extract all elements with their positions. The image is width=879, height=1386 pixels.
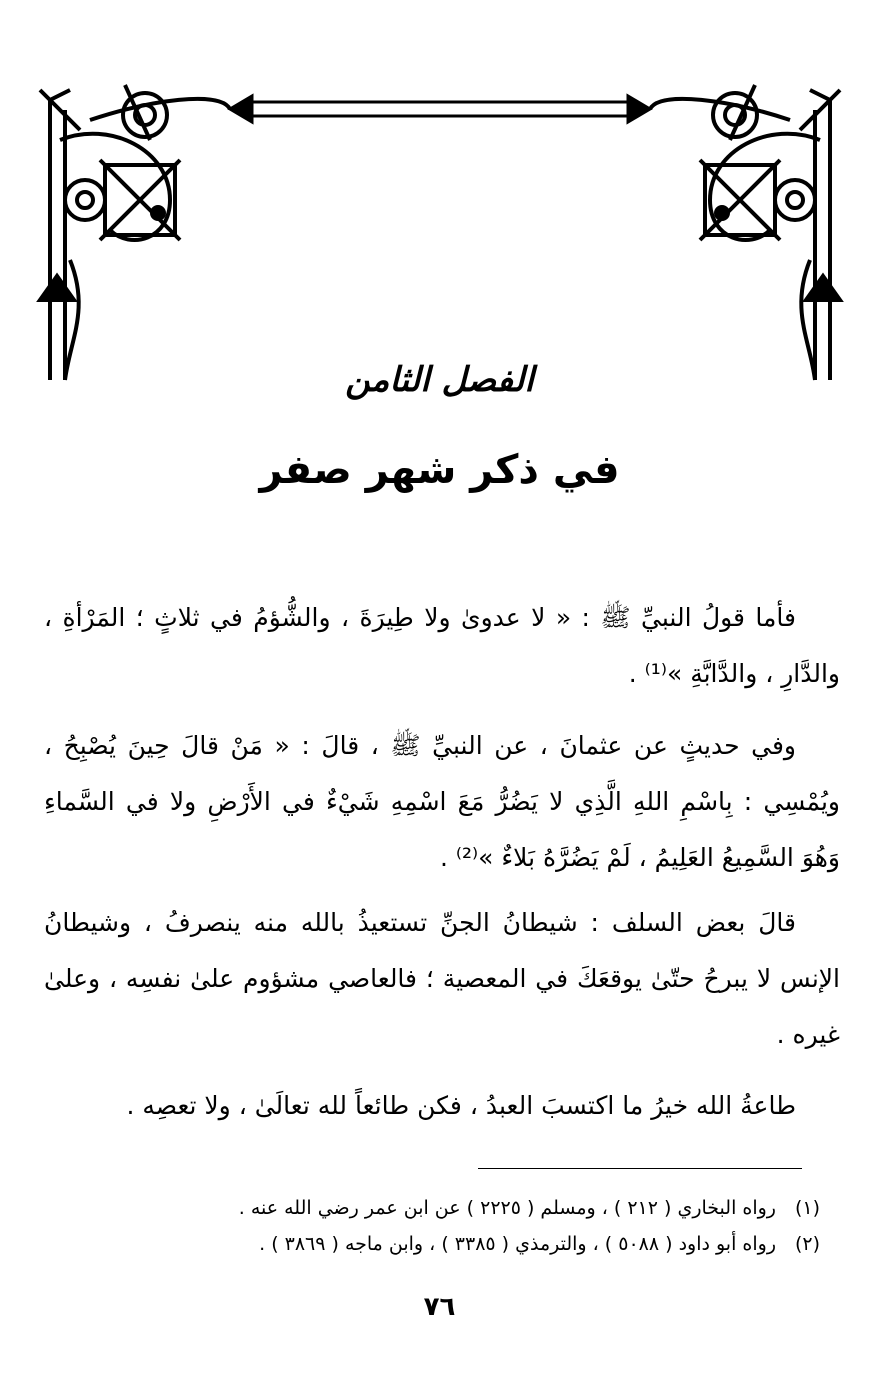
footnote-number: (١): [794, 1197, 820, 1219]
footnote-1: [120, 1190, 820, 1226]
left-corner-ornament: [40, 85, 230, 380]
ornamental-header-frame: [30, 80, 850, 390]
paragraph-text: طاعةُ الله خيرُ ما اكتسبَ العبدُ ، فكن طائعاً لله تعالَىٰ ، ولا تعصِه .: [126, 1091, 796, 1120]
paragraph-2: [44, 718, 840, 886]
footnote-divider: [478, 1168, 802, 1169]
paragraph-1: [44, 590, 840, 702]
chapter-label: الفصل الثامن: [345, 360, 534, 400]
paragraph-text: فأما قولُ النبيِّ ﷺ : « لا عدوىٰ ولا طِيرَةَ ، والشُّؤمُ في ثلاثٍ ؛ المَرْأةِ ، والدَّارِ ، والدَّابَّةِ »⁽¹⁾ .: [44, 603, 840, 688]
chapter-title: في ذكر شهر صفر: [259, 447, 620, 493]
paragraph-4: [44, 1078, 840, 1134]
footnote-text: رواه أبو داود ( ٥٠٨٨ ) ، والترمذي ( ٣٣٨٥ ) ، وابن ماجه ( ٣٨٦٩ ) .: [259, 1233, 776, 1255]
right-corner-ornament: [650, 85, 840, 380]
page-number: ٧٦: [423, 1292, 456, 1322]
footnotes: [120, 1190, 820, 1262]
footnote-number: (٢): [794, 1233, 820, 1255]
paragraph-text: وفي حديثٍ عن عثمانَ ، عن النبيِّ ﷺ ، قالَ : « مَنْ قالَ حِينَ يُصْبِحُ ، ويُمْسِي : بِاسْمِ اللهِ الَّذِي لا يَضُرُّ مَعَ اسْمِهِ شَيْءٌ في الأَرْضِ ولا في السَّماءِ وَهُوَ السَّمِيعُ العَلِيمُ ، لَمْ يَضُرَّهُ بَلاءٌ »⁽²⁾ .: [44, 731, 840, 872]
footnote-text: رواه البخاري ( ٢١٢ ) ، ومسلم ( ٢٢٢٥ ) عن ابن عمر رضي الله عنه .: [238, 1197, 776, 1219]
footnote-2: [120, 1226, 820, 1262]
paragraph-text: قالَ بعض السلف : شيطانُ الجنِّ تستعيذُ بالله منه ينصرفُ ، وشيطانُ الإنس لا يبرحُ حتّىٰ يوقعَكَ في المعصية ؛ فالعاصي مشؤوم علىٰ نفسِه ، وعلىٰ غيره .: [44, 908, 840, 1049]
top-bar-ornament: [230, 96, 650, 122]
paragraph-3: [44, 895, 840, 1063]
